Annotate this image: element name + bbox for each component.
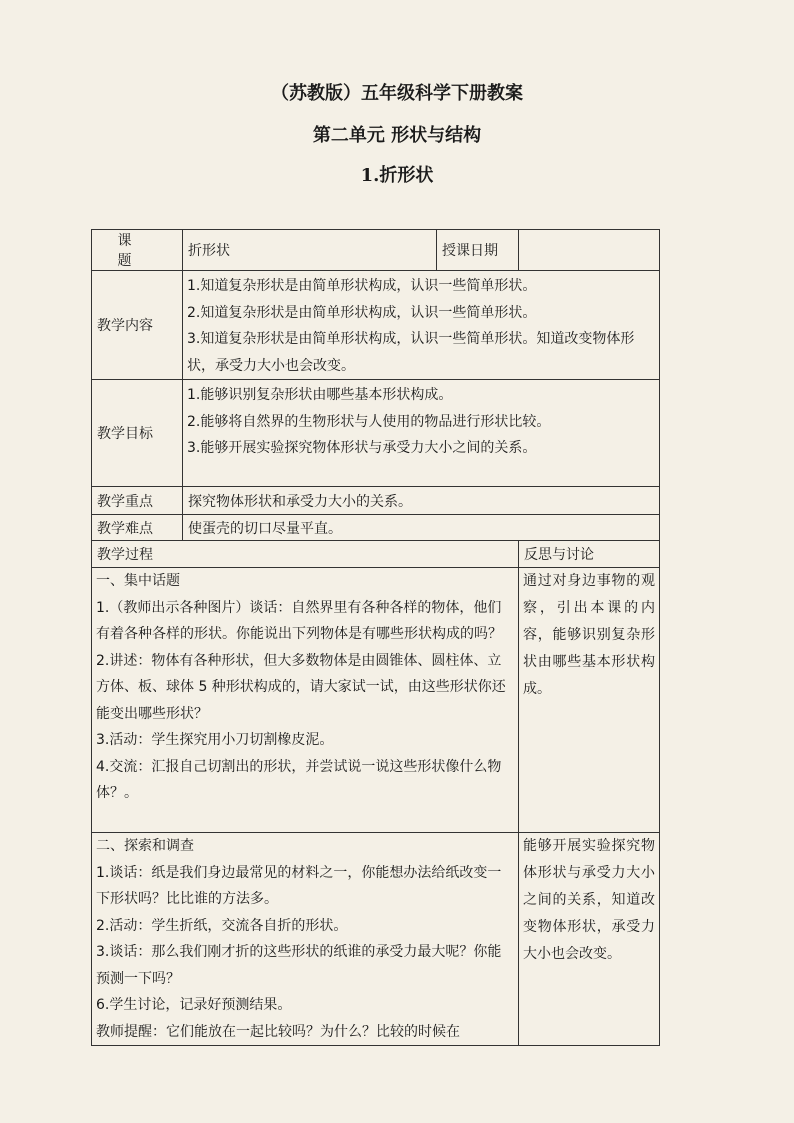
process-line: 3.活动：学生探究用小刀切割橡皮泥。 — [96, 732, 334, 748]
process-header: 教学过程 — [92, 541, 519, 568]
process-line: 一、集中话题 — [96, 573, 180, 589]
goal-cell — [183, 380, 660, 487]
reflection-text: 能够开展实验探究物体形状与承受力大小之间的关系，知道改变物体形状，承受力大小也会改变。 — [523, 838, 655, 962]
process-line: 3.谈话：那么我们刚才折的这些形状的纸谁的承受力最大呢？你能预测一下吗？ — [96, 944, 502, 987]
content-cell — [183, 271, 660, 380]
title-block — [0, 84, 794, 186]
process-line: 1.谈话：纸是我们身边最常见的材料之一，你能想办法给纸改变一下形状吗？比比谁的方法多。 — [96, 864, 502, 907]
lesson-plan-table — [91, 229, 660, 1046]
reflection-cell-2 — [519, 833, 660, 1046]
content-label: 教学内容 — [92, 271, 183, 380]
process-line: 4.交流：汇报自己切割出的形状，并尝试说一说这些形状像什么物体？。 — [96, 758, 502, 801]
goal-item: 3.能够开展实验探究物体形状与承受力大小之间的关系。 — [187, 440, 537, 456]
content-item: 2.知道复杂形状是由简单形状构成，认识一些简单形状。 — [187, 304, 537, 321]
date-label: 授课日期 — [437, 230, 519, 271]
content-item: 1.知道复杂形状是由简单形状构成，认识一些简单形状。 — [187, 278, 537, 294]
topic-label: 课 题 — [92, 230, 183, 271]
key-value: 探究物体形状和承受力大小的关系。 — [183, 487, 660, 515]
key-label: 教学重点 — [92, 487, 183, 515]
reflection-header: 反思与讨论 — [519, 541, 660, 568]
process-line: 6.学生讨论，记录好预测结果。 — [96, 997, 292, 1013]
topic-value: 折形状 — [183, 230, 437, 271]
process-line: 1.（教师出示各种图片）谈话：自然界里有各种各样的物体，他们有着各种各样的形状。你能说出下列物体是有哪些形状构成的吗？ — [96, 599, 502, 642]
goal-item: 2.能够将自然界的生物形状与人使用的物品进行形状比较。 — [187, 413, 551, 430]
process-line: 教师提醒：它们能放在一起比较吗？为什么？比较的时候在 — [96, 1023, 460, 1040]
document-title: （苏教版）五年级科学下册教案 — [271, 83, 523, 104]
difficulty-label: 教学难点 — [92, 515, 183, 541]
unit-title: 第二单元 形状与结构 — [312, 125, 482, 146]
process-section-2 — [92, 833, 519, 1046]
difficulty-value: 使蛋壳的切口尽量平直。 — [183, 515, 660, 541]
process-line: 二、探索和调查 — [96, 838, 194, 854]
goal-label: 教学目标 — [92, 380, 183, 487]
date-value — [519, 230, 660, 271]
reflection-cell-1 — [519, 568, 660, 833]
reflection-text: 通过对身边事物的观察，引出本课的内容，能够识别复杂形状由哪些基本形状构成。 — [523, 573, 655, 697]
process-line: 2.活动：学生折纸，交流各自折的形状。 — [96, 917, 348, 934]
goal-item: 1.能够识别复杂形状由哪些基本形状构成。 — [187, 387, 453, 403]
process-section-1 — [92, 568, 519, 833]
lesson-title: 1.折形状 — [360, 165, 434, 186]
content-item: 3.知道复杂形状是由简单形状构成，认识一些简单形状。知道改变物体形状，承受力大小也会改变。 — [187, 331, 635, 374]
process-line: 2.讲述：物体有各种形状，但大多数物体是由圆锥体、圆柱体、立方体、板、球体 5 种形状构成的，请大家试一试，由这些形状你还能变出哪些形状？ — [96, 652, 506, 722]
